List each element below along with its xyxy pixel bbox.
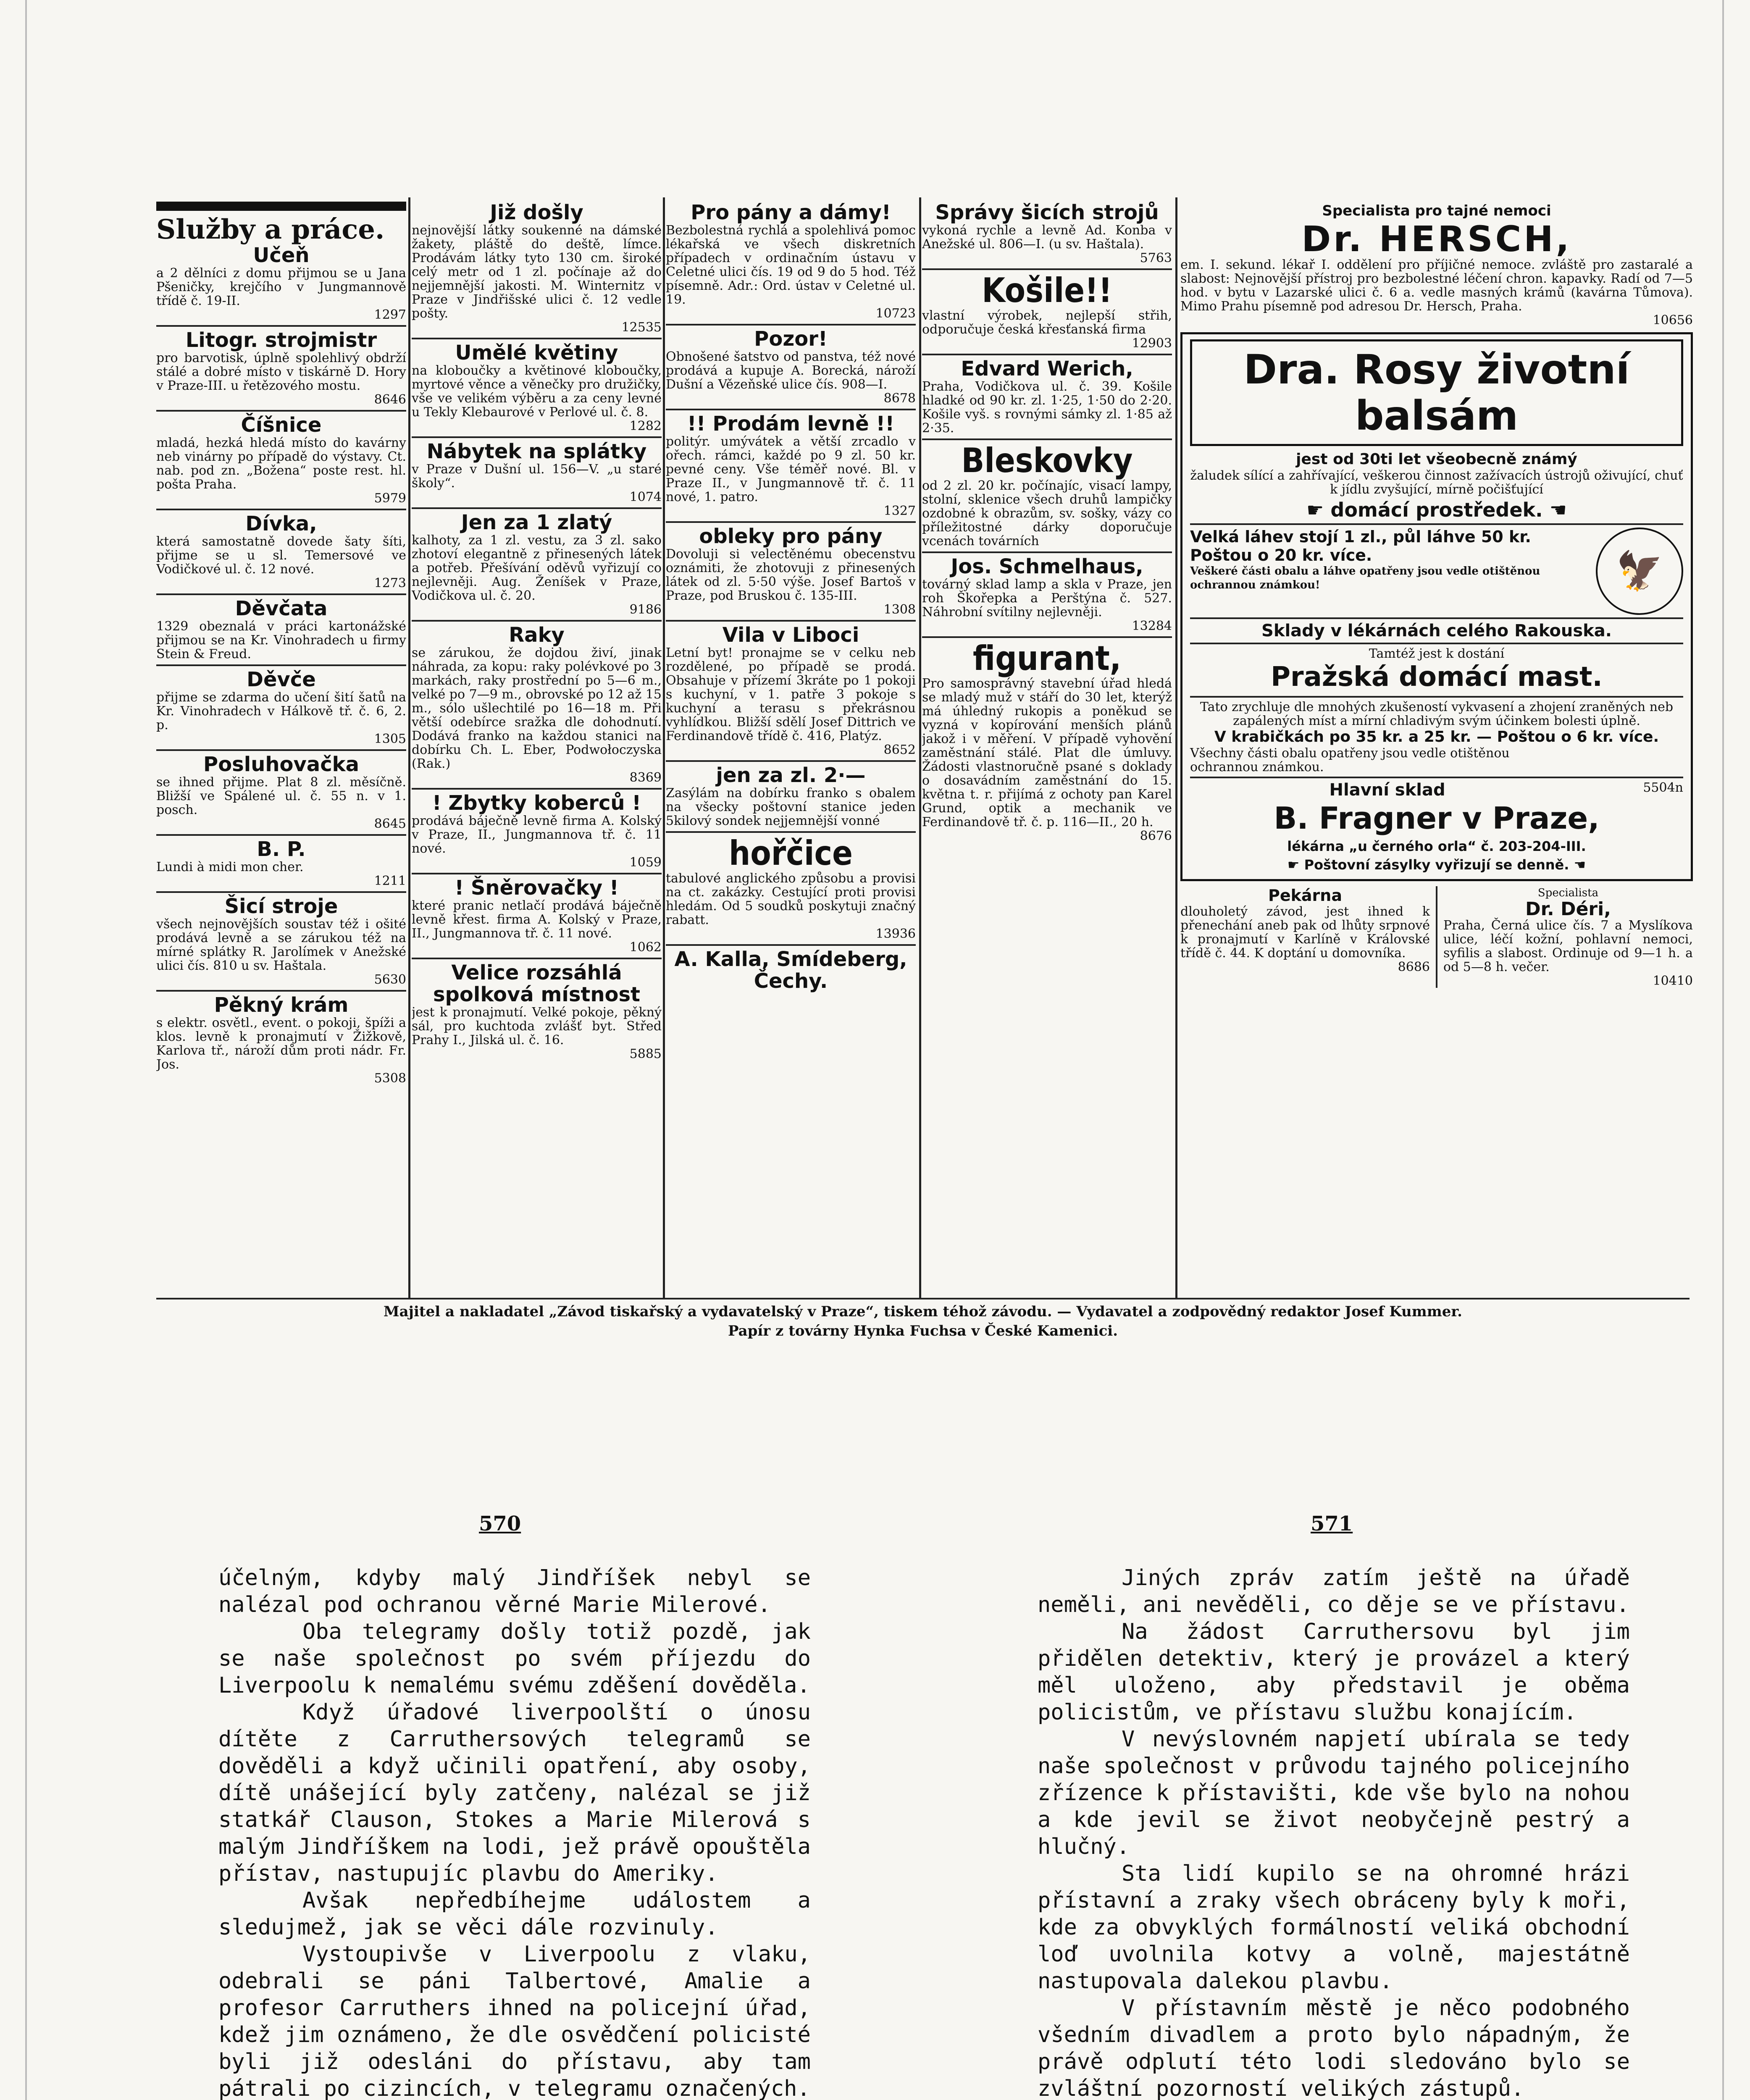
pointing-hand-icon: ☚	[1569, 857, 1586, 873]
divider	[922, 551, 1172, 553]
ad-text: Letní byt! pronajme se v celku neb rozdělené, po případě se prodá. Obsahuje v přízemí 3kráte po 1 pokoji s kuchyní, v 1. patře 3 pokoje s kuchyní a terasu s překrásnou vyhlídkou. Bližší sdělí Josef Dittrich ve Ferdinandově třídě č. 416, Platýz.	[666, 646, 916, 743]
ad-number: 5763	[1140, 251, 1172, 265]
ad-heading: jen za zl. 2·—	[716, 764, 866, 787]
ad-number: 1211	[374, 874, 406, 888]
divider	[666, 521, 916, 523]
ad-number: 10723	[875, 306, 916, 321]
ad-heading: Vila v Liboci	[722, 623, 859, 647]
divider	[412, 620, 662, 622]
ad-text: pro barvotisk, úplně spolehlivý obdrží stálé a dobré místo v tiskárně D. Hory v Praze-III. u řetězového mostu.	[156, 351, 406, 393]
classified-ad	[412, 624, 662, 785]
classified-ad	[922, 273, 1172, 350]
ad-heading: Umělé květiny	[455, 341, 618, 365]
ad-text: nejnovější látky soukenné na dámské žakety, pláště do deště, límce. Prodávám látky tyto 130 cm. široké celý metr od 1 zl. počínaje až do nejjemnější jakosti. M. Winternitz v Praze v Jindřišské ulici č. 12 vedle pošty.	[412, 223, 662, 321]
classified-ad	[412, 962, 662, 1061]
ad-number: 1074	[629, 490, 662, 504]
paragraph: Avšak nepředbíhejme událostem a sledujmež, jak se věci dále rozvinuly.	[218, 1888, 811, 1940]
divider	[156, 325, 406, 327]
classified-ad	[156, 994, 406, 1085]
imprint-line: Majitel a nakladatel „Závod tiskařský a vydavatelský v Praze“, tiskem téhož závodu. — Vydavatel a zodpovědný redaktor Josef Kummer.	[384, 1303, 1462, 1320]
column-rule	[919, 197, 921, 1298]
ad-number: 1308	[883, 602, 916, 617]
fragner-pharmacy: lékárna „u černého orla“ č. 203-204-III.	[1287, 838, 1586, 854]
ad-number: 1059	[629, 855, 662, 870]
ad-text: od 2 zl. 20 kr. počínajíc, visací lampy, stolní, sklenice všech druhů lampičky ozdobné k obrazům, sv. sošky, vázy co příležitostné dárky doporučuje vcenách továrních	[922, 478, 1172, 549]
ad-text: Praha, Černá ulice čís. 7 a Myslíkova ulice, léčí kožní, pohlavní nemoci, syfilis a slabost. Ordinuje od 9—1 h. a od 5—8 h. večer.	[1443, 918, 1693, 974]
classified-ad	[922, 202, 1172, 265]
main-store-line	[1190, 781, 1683, 799]
ad-heading: obleky pro pány	[699, 525, 883, 548]
divider	[412, 507, 662, 509]
ad-number: 1297	[374, 307, 406, 322]
fragner-name: B. Fragner v Praze,	[1274, 801, 1600, 836]
balsam-title-box	[1190, 339, 1683, 446]
divider	[922, 354, 1172, 355]
ad-heading: ! Zbytky koberců !	[432, 791, 641, 815]
ad-text: tabulové anglického způsobu a provisi na ct. zakázky. Cestující proti provisi hledám. Od 5 soudků poskytuji značný rabatt.	[666, 871, 916, 927]
ad-list	[922, 202, 1172, 843]
ad-number: 8686	[1398, 960, 1430, 974]
classified-ad	[156, 513, 406, 590]
balsam-ad	[1180, 332, 1693, 881]
classified-ad	[666, 835, 916, 941]
bottom-ads	[1180, 886, 1693, 988]
ad-heading: Velice rozsáhlá spolková místnost	[433, 961, 640, 1006]
ad-number: 9186	[629, 602, 662, 617]
ad-text: přijme se zdarma do učení šití šatů na Kr. Vinohradech v Hálkově tř. č. 6, 2. p.	[156, 690, 406, 732]
classified-ad	[156, 244, 406, 322]
divider	[156, 834, 406, 836]
mast-note: Všechny části obalu opatřeny jsou vedle otištěnou ochrannou známkou.	[1190, 746, 1510, 774]
ad-number: 8676	[1140, 829, 1172, 843]
divider	[156, 891, 406, 893]
ad-heading: Nábytek na splátky	[426, 440, 647, 463]
ad-heading: Již došly	[490, 202, 583, 224]
ad-text: Obnošené šatstvo od panstva, též nové prodává a kupuje A. Borecká, nároží Dušní a Vězeňské ulice čís. 908—I.	[666, 349, 916, 392]
imprint-line: Papír z továrny Hynka Fuchsa v České Kamenici.	[728, 1323, 1118, 1339]
classified-ad	[922, 556, 1172, 633]
ad-number: 5979	[374, 491, 406, 506]
divider	[666, 620, 916, 622]
classifieds-column-4	[922, 202, 1172, 1289]
ad-text: politýr. umývátek a větší zrcadlo v ořech. rámci, každé po 9 zl. 50 kr. pevné ceny. Vše téměř nové. Bl. v Praze II., v Jungmannově tř. č. 11 nové, 1. patro.	[666, 434, 916, 504]
ad-text: na kloboučky a květinové kloboučky, myrtové věnce a věnečky pro družičky, vše ve velikém výběru a za ceny levné u Tekly Klebaurové v Perlové ul. č. 8.	[412, 363, 662, 420]
classifieds-column-3	[666, 202, 916, 1289]
ad-number: 12903	[1132, 336, 1172, 351]
divider	[666, 324, 916, 326]
paragraph: V přístavním městě je něco podobného všedním divadlem a proto bylo nápadným, že právě odplutí této lodi sledováno bylo se zvláštní pozorností velikých zástupů.	[1038, 1995, 1630, 2100]
story-text-left	[218, 1564, 811, 2100]
ad-number: 13936	[875, 927, 916, 941]
divider	[922, 438, 1172, 440]
ad-number: 1273	[374, 576, 406, 591]
ad-heading: !! Prodám levně !!	[687, 412, 895, 436]
ad-number: 5630	[374, 972, 406, 987]
ad-text: dlouholetý závod, jest ihned k přenechání aneb pak od lhůty srpnové k pronajmutí v Karlíně v Královské třídě č. 44. K doptání u domovníka.	[1180, 904, 1430, 961]
classifieds-column-2	[412, 202, 662, 1289]
balsam-stores: Sklady v lékárnách celého Rakouska.	[1261, 621, 1612, 640]
ad-list	[156, 244, 406, 1085]
ad-text: vlastní výrobek, nejlepší střih, odporučuje česká křesťanská firma	[922, 308, 1172, 337]
classified-ad	[666, 764, 916, 828]
ad-text: mladá, hezká hledá místo do kavárny neb vinárny po případě do výstavy. Ct. nab. pod zn. „Božena“ poste rest. hl. pošta Praha.	[156, 436, 406, 492]
divider	[1190, 777, 1683, 778]
ad-text: 1329 obeznalá v práci kartonážské přijmou se na Kr. Vinohradech u firmy Stein & Freud.	[156, 619, 406, 662]
ad-heading: Jos. Schmelhaus,	[951, 555, 1143, 578]
ad-number: 8369	[629, 770, 662, 785]
divider	[922, 636, 1172, 638]
ad-number: 13284	[1132, 619, 1172, 633]
mail-text: Poštovní zásylky vyřizují se denně.	[1304, 857, 1569, 873]
ad-text: em. I. sekund. lékař I. oddělení pro příjičné nemoce. zvláště pro zastaralé a slabost: Nejnovější přístroj pro bezbolestné léčení chron. kapavky. Radí od 7—5 hod. v bytu v Lazarské ulici č. 6 a. vedle masných krámů (kavárna Tůmova). Mimo Prahu písemně pod adresou Dr. Hersch, Praha.	[1180, 257, 1693, 314]
divider	[156, 749, 406, 751]
specialist-ad	[1180, 202, 1693, 327]
ad-heading: B. P.	[257, 837, 306, 861]
ad-list	[412, 202, 662, 1061]
doctor-ad	[1443, 886, 1693, 988]
page-number-right: 571	[1311, 1512, 1353, 1536]
classified-ad	[666, 948, 916, 992]
ad-heading: Dr. Déri,	[1525, 898, 1611, 920]
classified-ad	[156, 753, 406, 831]
scan-edge-left	[25, 0, 27, 2100]
divider	[156, 990, 406, 992]
ad-heading: Raky	[509, 623, 565, 647]
divider	[1190, 643, 1683, 644]
paragraph: Vystoupivše v Liverpoolu z vlaku, odebrali se páni Talbertové, Amalie a profesor Carruthers ihned na policejní úřad, kdež jim oznámeno, že dle osvědčení policisté byli již odesláni do přístavu, aby tam pátrali po cizincích, v telegramu označených.	[218, 1942, 811, 2100]
fragner-mail	[1190, 856, 1683, 874]
scan-edge-right	[1722, 0, 1724, 2100]
mast-also: Tamtéž jest k dostání	[1369, 646, 1505, 661]
ad-text: továrný sklad lamp a skla v Praze, jen roh Škořepka a Perštýna č. 527. Náhrobní svítilny nejlevněji.	[922, 577, 1172, 620]
divider	[412, 788, 662, 790]
divider	[156, 593, 406, 595]
ad-text: všech nejnovějších soustav též i ošité prodává levně a se zárukou též na mírné splátky R. Jarolímek v Anežské ulici čís. 810 u sv. Haštala.	[156, 917, 406, 973]
ad-heading: hořčice	[729, 834, 853, 873]
classified-ad	[156, 895, 406, 987]
display-ads-column	[1180, 202, 1693, 1289]
paragraph: Jiných zpráv zatím ještě na úřadě neměli, ani nevěděli, co děje se ve přístavu.	[1038, 1565, 1630, 1617]
mast-price: V krabičkách po 35 kr. a 25 kr. — Poštou o 6 kr. více.	[1214, 728, 1659, 746]
classified-ad	[412, 792, 662, 869]
balsam-note: Veškeré části obalu a láhve opatřeny jsou vedle otištěnou ochrannou známkou!	[1190, 565, 1540, 591]
paragraph: účelným, kdyby malý Jindříšek nebyl se nalézal pod ochranou věrné Marie Milerové.	[218, 1565, 811, 1617]
balsam-subtitle: jest od 30ti let všeobecně známý	[1296, 451, 1577, 468]
divider	[666, 831, 916, 833]
ad-heading: Pekárna	[1268, 886, 1342, 905]
ad-text: Dovoluji si velectěnému obecenstvu oznámiti, že zhotovuji z přinesených látek od zl. 5·50 výše. Josef Bartoš v Praze, pod Bruskou č. 135-III.	[666, 547, 916, 603]
ad-number: 1305	[374, 732, 406, 746]
ad-text: v Praze v Dušní ul. 156—V. „u staré školy“.	[412, 462, 662, 491]
ad-heading: Bleskovky	[961, 441, 1133, 480]
classified-ad	[412, 512, 662, 617]
divider	[412, 958, 662, 959]
ad-text: které pranic netlačí prodává báječně levně křest. firma A. Kolský v Praze, II., Jungmannova tř. č. 11 nové.	[412, 898, 662, 941]
ad-text: jest k pronajmutí. Velké pokoje, pěkný sál, pro kuchtoda zvlášť byt. Střed Prahy I., Jilská ul. č. 16.	[412, 1005, 662, 1047]
footer-rule	[156, 1298, 1690, 1299]
ad-text: Pro samosprávný stavební úřad hledá se mladý muž v stáří do 30 let, kterýž má úhledný rukopis a poněkud se vyzná v kopírování menších plánů jakož i v měření. V případě vyhovění zaměstnání stálé. Plat dle úmluvy. Žádosti vlastnoručně psané s doklady o dosavádním zaměstnání do 15. května t. r. přijímá z ochoty pan Karel Grund, optik a mechanik ve Ferdinandově tř. č. p. 116—II., 20 h.	[922, 676, 1172, 830]
classified-ad	[412, 202, 662, 334]
paragraph: Oba telegramy došly totiž pozdě, jak se naše společnost po svém příjezdu do Liverpoolu k nemalému svému zděšení dověděla.	[218, 1619, 811, 1698]
ad-heading: Posluhovačka	[203, 753, 359, 776]
column-rule	[1175, 197, 1177, 1298]
divider	[156, 509, 406, 510]
divider	[412, 436, 662, 438]
divider	[156, 410, 406, 412]
ad-number: 8652	[883, 743, 916, 757]
story-text-right	[1038, 1564, 1630, 2100]
classified-ad	[412, 441, 662, 504]
ad-text: vykoná rychle a levně Ad. Konba v Anežské ul. 806—I. (u sv. Haštala).	[922, 223, 1172, 252]
ad-text: Praha, Vodičkova ul. č. 39. Košile hladké od 90 kr. zl. 1·25, 1·50 do 2·20. Košile vyš. s rovnými sámky zl. 1·85 až 2·35.	[922, 379, 1172, 436]
ad-name: Dr. HERSCH,	[1301, 218, 1572, 260]
classified-ad	[922, 358, 1172, 435]
classified-ad	[922, 443, 1172, 548]
paragraph: Na žádost Carruthersovu byl jim přidělen detektiv, který je provázel a který měl uloženo, aby představil je oběma policistům, ve přístavu službu konajícím.	[1038, 1619, 1630, 1725]
classified-ad	[156, 669, 406, 746]
classified-ad	[412, 342, 662, 433]
ad-number: 5308	[374, 1071, 406, 1086]
section-title: Služby a práce.	[156, 214, 385, 245]
column-rule	[1436, 886, 1437, 988]
divider	[412, 338, 662, 339]
ad-number: 1327	[883, 504, 916, 518]
ad-number: 8645	[374, 816, 406, 831]
ad-text: Zasýlám na dobírku franko s obalem na všecky poštovní stanice jeden 5kilový sondek nejjemnější vonné	[666, 786, 916, 828]
mast-text: Tato zrychluje dle mnohých zkušeností vykvasení a zhojení zraněných neb zapálených míst a mírní chladivým svým účinkem bolesti úplně.	[1200, 700, 1674, 728]
ad-number: 12535	[621, 320, 662, 335]
column-rule	[663, 197, 665, 1298]
divider	[1190, 696, 1683, 698]
ad-number: 10656	[1653, 313, 1693, 328]
ad-number: 8646	[374, 392, 406, 407]
main-store-label: Hlavní sklad	[1329, 781, 1445, 799]
classified-ad	[412, 877, 662, 954]
classified-ad	[666, 328, 916, 405]
ad-heading: A. Kalla, Smídeberg, Čechy.	[674, 948, 907, 993]
ad-heading: Děvče	[247, 668, 316, 691]
ad-heading: Pro pány a dámy!	[691, 202, 891, 224]
ad-heading: Specialista pro tajné nemoci	[1322, 202, 1551, 219]
balsam-price-block	[1190, 528, 1683, 615]
classified-ad	[666, 525, 916, 617]
classifieds-column-1	[156, 202, 406, 1289]
ad-number: 10410	[1653, 974, 1693, 988]
ad-heading: Jen za 1 zlatý	[461, 511, 612, 534]
ad-number: 1062	[629, 940, 662, 955]
divider	[156, 664, 406, 666]
column-rule	[408, 197, 410, 1298]
ad-text: která samostatně dovede šaty šíti, přijme se u sl. Temersové ve Vodičkové ul. č. 12 nové.	[156, 534, 406, 577]
ad-heading: Dívka,	[245, 512, 317, 536]
classified-ad	[922, 640, 1172, 843]
page-number-left: 570	[479, 1512, 521, 1536]
classified-ad	[156, 598, 406, 661]
paragraph: Sta lidí kupilo se na ohromné hrázi přístavní a zraky všech obráceny byly k moři, kde za obvyklých formálností veliká obchodní loď uvolnila kotvy a volně, majestátně nastupovala dalekou plavbu.	[1038, 1861, 1630, 1994]
pointing-hand-icon: ☛	[1287, 857, 1304, 873]
section-bar	[156, 202, 406, 211]
ad-heading: figurant,	[972, 639, 1122, 678]
imprint	[156, 1302, 1690, 1341]
classified-ad	[666, 624, 916, 757]
balsam-price: Velká láhev stojí 1 zl., půl láhve 50 kr. Poštou o 20 kr. více.	[1190, 528, 1531, 564]
paragraph: V nevýslovném napjetí ubírala se tedy naše společnost v průvodu tajného policejního zřízence k přístavišti, kde vše bylo na nohou a kde jevil se život neobyčejně pestrý a hlučný.	[1038, 1727, 1630, 1859]
divider	[666, 409, 916, 410]
classified-ad	[156, 838, 406, 888]
mast-title: Pražská domácí mast.	[1271, 662, 1603, 693]
ad-subheading: Specialista	[1537, 887, 1599, 899]
balsam-tagline	[1190, 501, 1683, 519]
balsam-tag: domácí prostředek.	[1330, 499, 1543, 521]
ad-heading: Šicí stroje	[224, 895, 338, 918]
divider	[412, 873, 662, 874]
ad-text: Bezbolestná rychlá a spolehlivá pomoc lékařská ve všech diskretních případech v ordinačním ústavu v Celetné ulici čís. 19 od 9 do 5 hod. Též písemně. Adr.: Ord. ústav v Celetné ul. 19.	[666, 223, 916, 307]
divider	[666, 944, 916, 946]
ad-text: s elektr. osvětl., event. o pokoji, špíži a klos. levně k pronajmutí v Žižkově, Karlova tř., nároží dům proti nádr. Fr. Jos.	[156, 1016, 406, 1072]
ad-heading: Pěkný krám	[214, 993, 349, 1017]
classified-ad	[156, 329, 406, 407]
ad-heading: Košile!!	[982, 271, 1112, 310]
ad-text: se zárukou, že dojdou živí, jinak náhrada, za kopu: raky polévkové po 3 markách, raky prostřední po 5—6 m., velké po 7—9 m., obrovské po 12 až 15 m., sólo ušlechtilé po 16—18 m. Při větší odebírce sražka dle dohodnutí. Dodává franko na každou stanici na dobírku Ch. L. Eber, Podwołoczyska (Rak.)	[412, 646, 662, 771]
ad-heading: Správy šicích strojů	[935, 202, 1159, 224]
balsam-text: žaludek sílící a zahřívající, veškerou činnost zažívacích ústrojů oživující, chuť k jídlu zvyšující, mírně počišťující	[1190, 468, 1683, 497]
ad-list	[666, 202, 916, 992]
ad-number: 8678	[883, 391, 916, 406]
ad-heading: Děvčata	[235, 597, 328, 620]
classified-ad	[156, 414, 406, 505]
divider	[1190, 523, 1683, 525]
classified-ad	[666, 202, 916, 320]
ad-text: se ihned přijme. Plat 8 zl. měsíčně. Bližší ve Spálené ul. č. 55 n. v 1. posch.	[156, 775, 406, 817]
divider	[666, 760, 916, 762]
eagle-trademark-icon: 🦅	[1596, 528, 1683, 615]
pointing-hand-icon: ☛	[1306, 499, 1331, 521]
ad-heading: Litogr. strojmistr	[185, 328, 377, 352]
ad-number: 1282	[629, 419, 662, 433]
main-store-number: 5504n	[1643, 781, 1683, 795]
ad-text: a 2 dělníci z domu přijmou se u Jana Pšeničky, krejčího v Jungmannově třídě č. 19-II.	[156, 266, 406, 308]
ad-heading: ! Šněrovačky !	[455, 876, 619, 900]
ad-text: kalhoty, za 1 zl. vestu, za 3 zl. sako zhotoví elegantně z přinesených látek a potřeb. Přešívání oděvů vyřizují co nejlevněji. Aug. Ženíšek v Praze, Vodičkova ul. č. 20.	[412, 533, 662, 603]
balsam-title: Dra. Rosy životní balsám	[1243, 346, 1630, 439]
ad-heading: Učeň	[253, 244, 310, 267]
ad-text: Lundi à midi mon cher.	[156, 860, 304, 874]
divider	[1190, 617, 1683, 619]
paragraph: Když úřadové liverpoolští o únosu dítěte z Carruthersových telegramů se dověděli a když učinili opatření, aby osoby, dítě unášející byly zatčeny, nalézal se již statkář Clauson, Stokes a Marie Milerová s malým Jindříškem na lodi, jež právě opouštěla přístav, nastupujíc plavbu do Ameriky.	[218, 1700, 811, 1886]
ad-text: prodává báječně levně firma A. Kolský v Praze, II., Jungmannova tř. č. 11 nové.	[412, 814, 662, 856]
bakery-ad	[1180, 886, 1430, 988]
pointing-hand-icon: ☚	[1542, 499, 1567, 521]
ad-number: 5885	[629, 1047, 662, 1061]
divider	[922, 268, 1172, 270]
classified-ad	[666, 413, 916, 518]
ad-heading: Pozor!	[754, 327, 828, 351]
ad-heading: Edvard Werich,	[961, 357, 1133, 381]
ad-heading: Číšnice	[241, 413, 322, 437]
